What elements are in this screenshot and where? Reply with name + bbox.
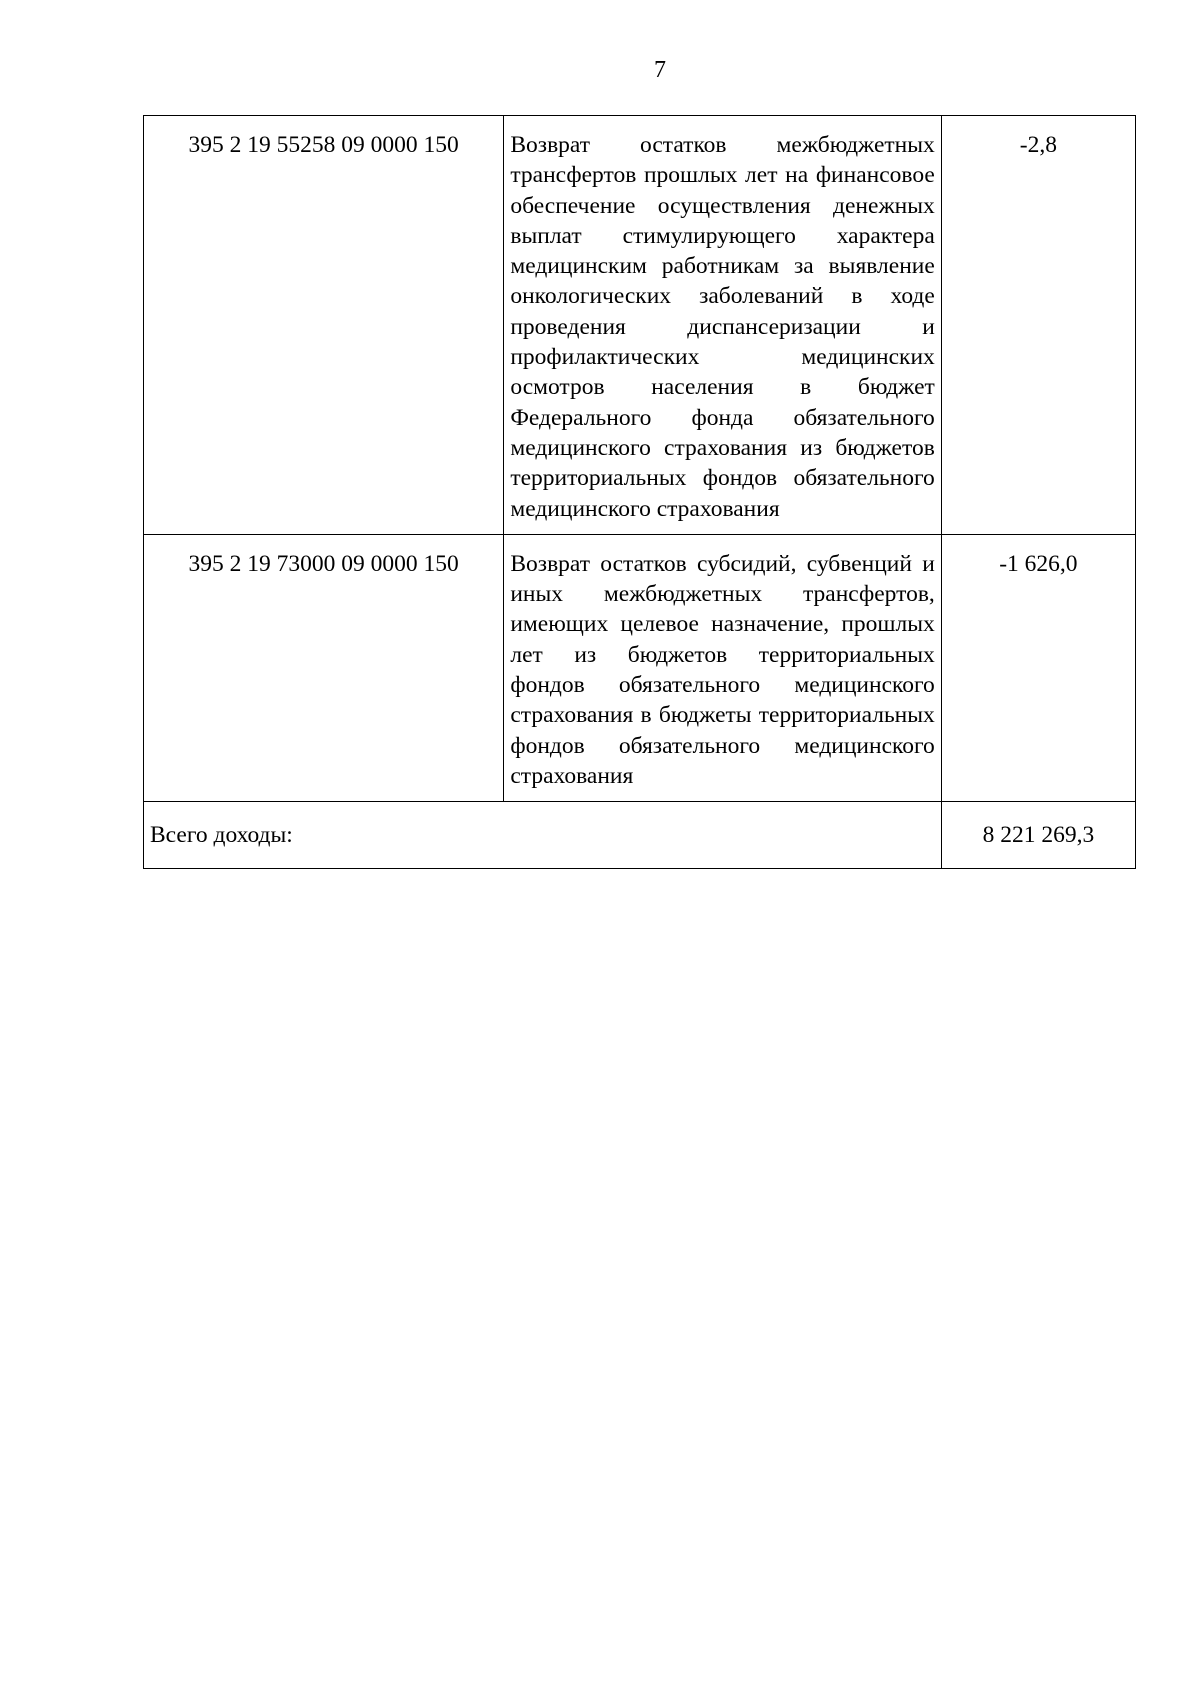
revenue-name-cell: Возврат остатков субсидий, субвенций и иных межбюджетных трансфертов, имеющих целевое назначение, прошлых лет из бюджетов территориальных фондов обязательного медицинского страхования в бюджеты территориальных фондов обязательного медицинского страхования: [504, 534, 941, 801]
amount-cell: -1 626,0: [941, 534, 1135, 801]
page-number: 7: [654, 57, 666, 83]
total-label: Всего доходы:: [144, 802, 942, 869]
total-row: [144, 802, 1136, 869]
budget-code-cell: 395 2 19 55258 09 0000 150: [144, 116, 504, 535]
total-amount: 8 221 269,3: [941, 802, 1135, 869]
revenue-name-cell: Возврат остатков межбюджетных трансфертов прошлых лет на финансовое обеспечение осуществления денежных выплат стимулирующего характера медицинским работникам за выявление онкологических заболеваний в ходе проведения диспансеризации и профилактических медицинских осмотров населения в бюджет Федерального фонда обязательного медицинского страхования из бюджетов территориальных фондов обязательного медицинского страхования: [504, 116, 941, 535]
budget-code-cell: 395 2 19 73000 09 0000 150: [144, 534, 504, 801]
table-row: [144, 116, 1136, 535]
amount-cell: -2,8: [941, 116, 1135, 535]
table-row: [144, 534, 1136, 801]
revenue-table: [143, 115, 1136, 869]
